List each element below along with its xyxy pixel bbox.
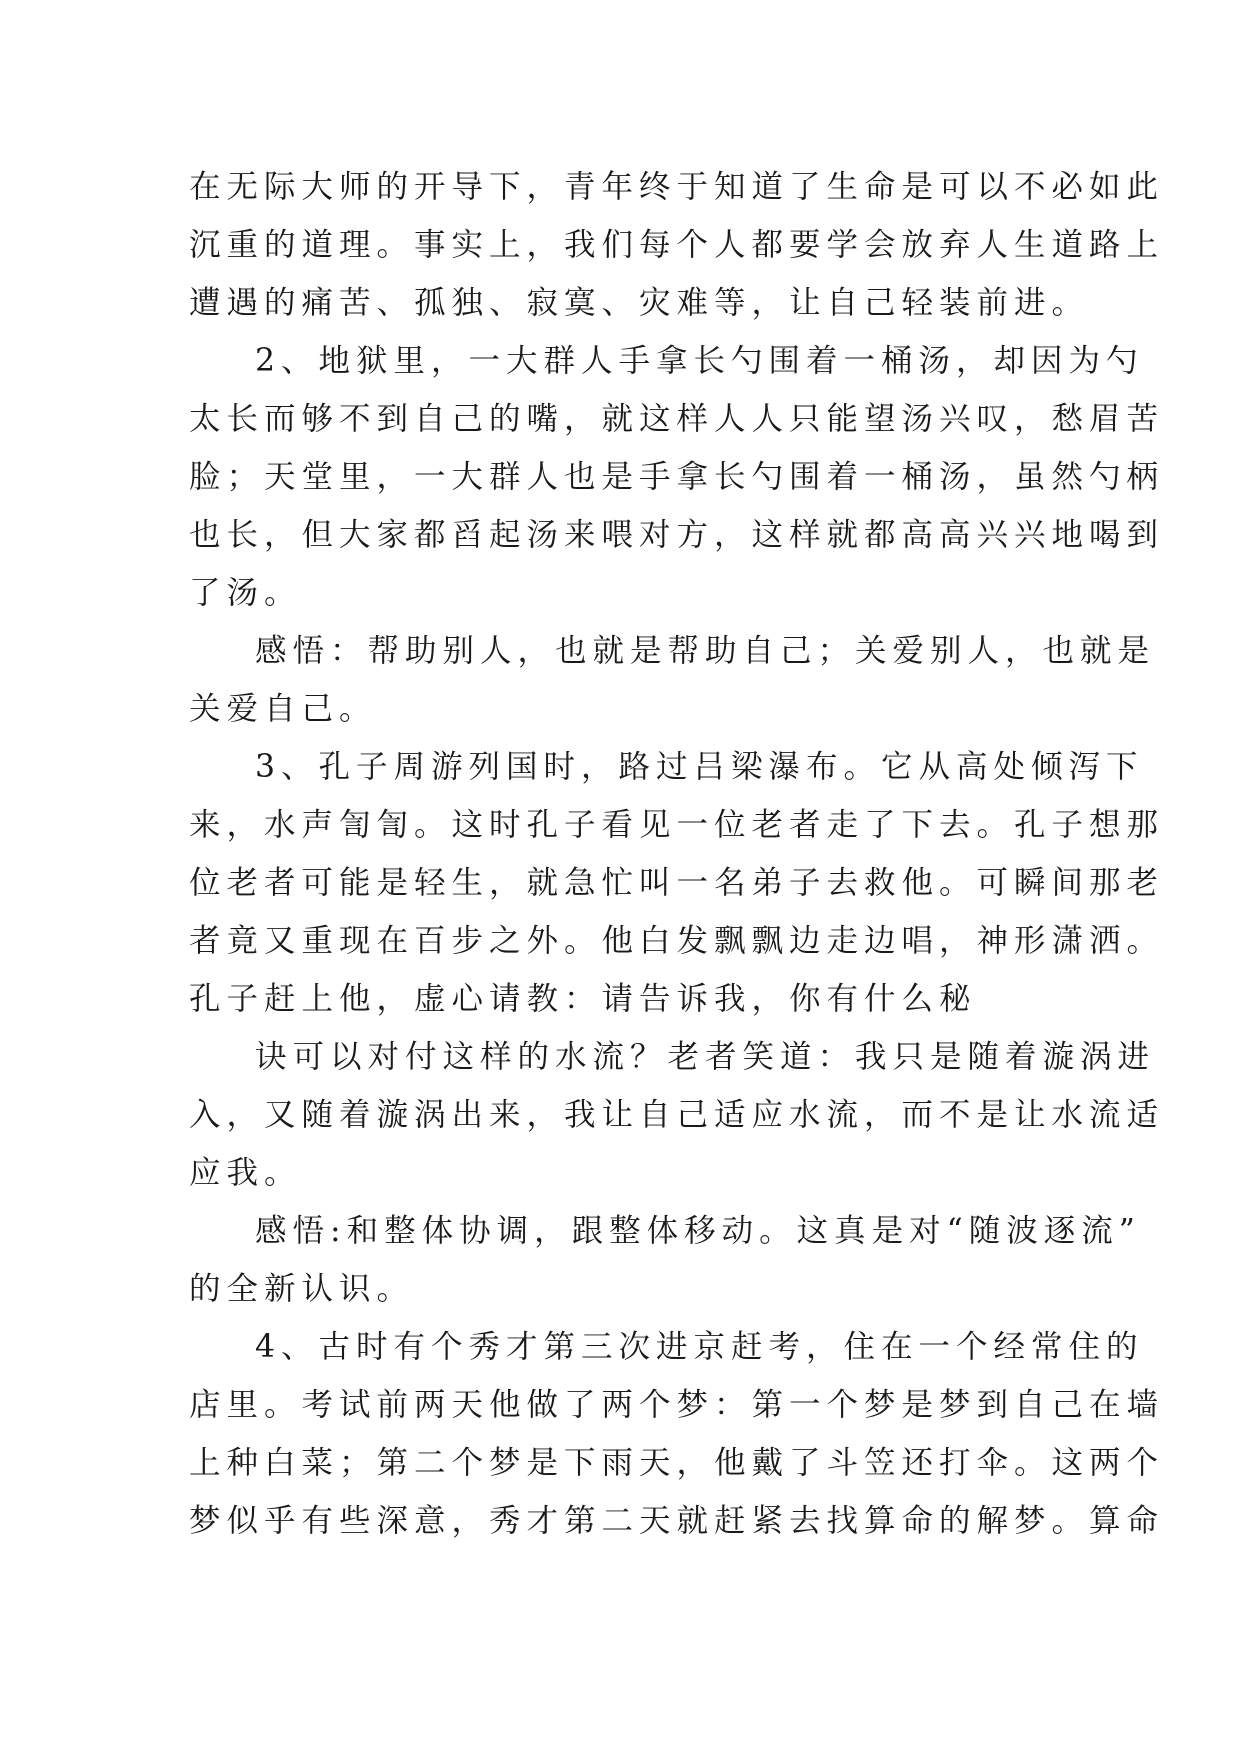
- text-line: 关爱自己。: [189, 691, 377, 727]
- text-line: 位老者可能是轻生，就急忙叫一名弟子去救他。可瞬间那老: [189, 865, 1165, 901]
- text-line: 梦似乎有些深意，秀才第二天就赶紧去找算命的解梦。算命: [189, 1503, 1165, 1539]
- text-line: 入，又随着漩涡出来，我让自己适应水流，而不是让水流适: [189, 1097, 1165, 1133]
- text-line: 在无际大师的开导下，青年终于知道了生命是可以不必如此: [189, 169, 1165, 205]
- text-line: 4、古时有个秀才第三次进京赶考，住在一个经常住的: [255, 1329, 1144, 1365]
- text-line: 店里。考试前两天他做了两个梦：第一个梦是梦到自己在墙: [189, 1387, 1165, 1423]
- text-line: 3、孔子周游列国时，路过吕梁瀑布。它从高处倾泻下: [255, 749, 1144, 785]
- text-line: 2、地狱里，一大群人手拿长勺围着一桶汤，却因为勺: [255, 343, 1144, 379]
- text-line: 应我。: [189, 1155, 302, 1191]
- text-line: 孔子赶上他，虚心请教：请告诉我，你有什么秘: [189, 981, 977, 1017]
- text-line: 也长，但大家都舀起汤来喂对方，这样就都高高兴兴地喝到: [189, 517, 1165, 553]
- text-line: 沉重的道理。事实上，我们每个人都要学会放弃人生道路上: [189, 227, 1165, 263]
- text-line: 感悟：帮助别人，也就是帮助自己；关爱别人，也就是: [255, 633, 1156, 669]
- body-text: [189, 158, 1165, 1550]
- text-line: 来，水声訇訇。这时孔子看见一位老者走了下去。孔子想那: [189, 807, 1165, 843]
- text-line: 遭遇的痛苦、孤独、寂寞、灾难等，让自己轻装前进。: [189, 285, 1090, 321]
- text-line: 感悟:和整体协调，跟整体移动。这真是对“随波逐流”: [255, 1213, 1141, 1249]
- text-line: 诀可以对付这样的水流？老者笑道：我只是随着漩涡进: [255, 1039, 1156, 1075]
- text-line: 了汤。: [189, 575, 302, 611]
- text-line: 的全新认识。: [189, 1271, 415, 1307]
- text-line: 脸；天堂里，一大群人也是手拿长勺围着一桶汤，虽然勺柄: [189, 459, 1165, 495]
- text-line: 者竟又重现在百步之外。他白发飘飘边走边唱，神形潇洒。: [189, 923, 1165, 959]
- text-line: 上种白菜；第二个梦是下雨天，他戴了斗笠还打伞。这两个: [189, 1445, 1165, 1481]
- text-line: 太长而够不到自己的嘴，就这样人人只能望汤兴叹，愁眉苦: [189, 401, 1165, 437]
